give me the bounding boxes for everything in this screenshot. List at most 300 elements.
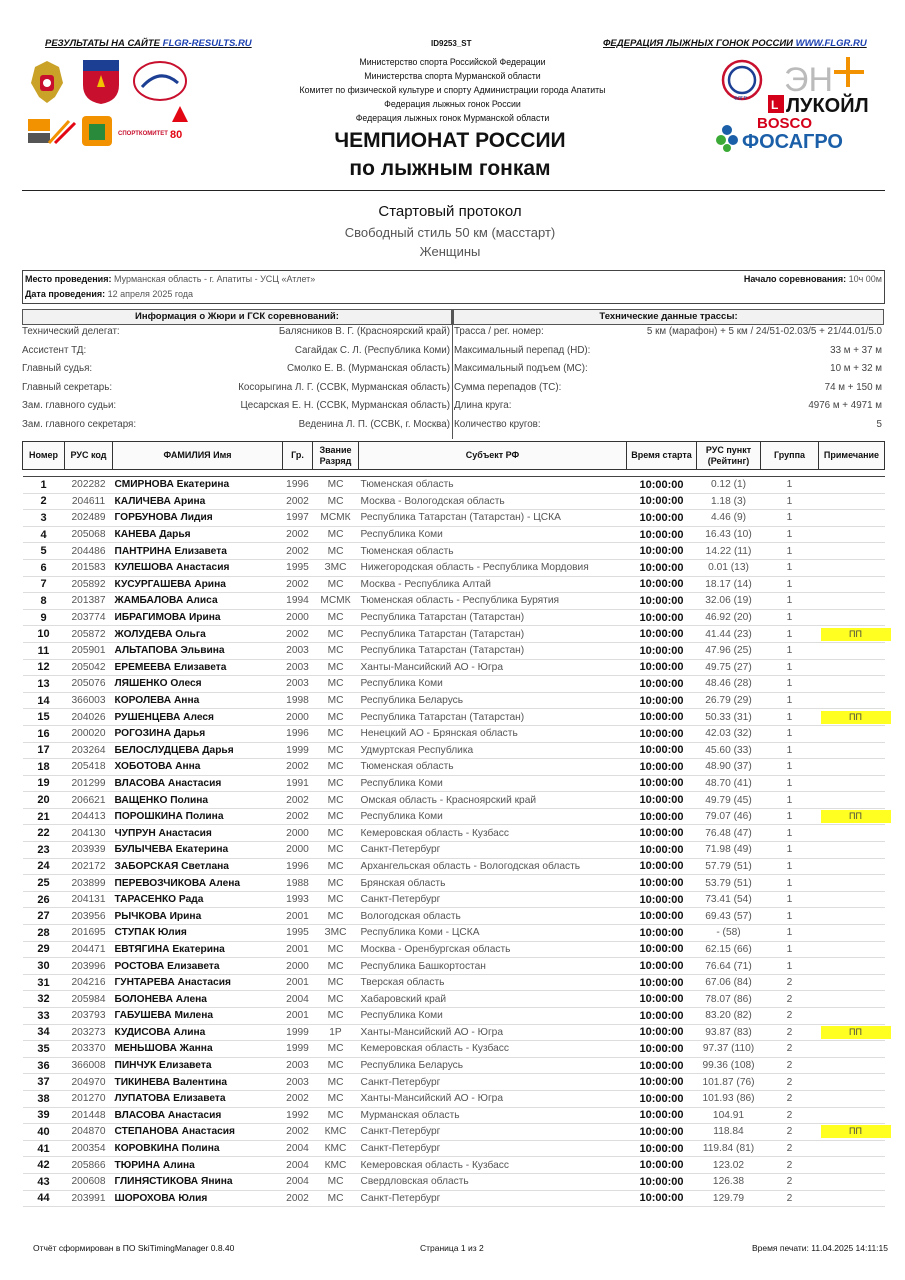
athlete-rank: МС (313, 775, 359, 792)
jury-item-label: Зам. главного секретаря: (22, 418, 137, 430)
start-time: 10:00:00 (627, 1157, 697, 1174)
date-value: 12 апреля 2025 года (107, 289, 194, 299)
athlete-rank: МС (313, 1041, 359, 1058)
athlete-name: МЕНЬШОВА Жанна (113, 1041, 283, 1058)
athlete-name: ЕВТЯГИНА Екатерина (113, 941, 283, 958)
athlete-number: 4 (23, 526, 65, 543)
info-row (22, 379, 884, 398)
russia-coat-of-arms-logo (27, 57, 67, 110)
organizers-list (280, 56, 625, 126)
note (819, 1024, 885, 1041)
note (819, 676, 885, 693)
start-time: 10:00:00 (627, 642, 697, 659)
group: 1 (761, 792, 819, 809)
federation-site-link[interactable] (603, 38, 867, 49)
table-row (23, 676, 885, 693)
athlete-rank: МС (313, 642, 359, 659)
rus-points: 47.96 (25) (697, 642, 761, 659)
athlete-rank: МС (313, 626, 359, 643)
table-row (23, 659, 885, 676)
flgr-round-logo (720, 58, 764, 107)
table-header-row (23, 442, 885, 470)
jury-header: Информация о Жюри и ГСК соревнований: (22, 309, 452, 325)
athlete-name: ГЛИНЯСТИКОВА Янина (113, 1173, 283, 1190)
birth-year: 1996 (283, 477, 313, 494)
group: 1 (761, 759, 819, 776)
rus-code: 205042 (65, 659, 113, 676)
rus-code: 203991 (65, 1190, 113, 1207)
birth-year: 2000 (283, 709, 313, 726)
rus-code: 200354 (65, 1140, 113, 1157)
rus-code: 204130 (65, 825, 113, 842)
athlete-number: 7 (23, 576, 65, 593)
athlete-number: 44 (23, 1190, 65, 1207)
athlete-name: ВАЩЕНКО Полина (113, 792, 283, 809)
group: 1 (761, 825, 819, 842)
athlete-name: ИБРАГИМОВА Ирина (113, 609, 283, 626)
rus-points: 76.64 (71) (697, 958, 761, 975)
athlete-name: РОГОЗИНА Дарья (113, 725, 283, 742)
athlete-number: 11 (23, 642, 65, 659)
athlete-number: 23 (23, 842, 65, 859)
group: 1 (761, 908, 819, 925)
start-time: 10:00:00 (627, 991, 697, 1008)
athlete-rank: КМС (313, 1140, 359, 1157)
note-badge: ПП (821, 711, 891, 724)
murmansk-region-logo (80, 57, 122, 110)
group: 2 (761, 1107, 819, 1124)
subject: Республика Беларусь (359, 692, 627, 709)
rus-code: 205872 (65, 626, 113, 643)
group: 1 (761, 626, 819, 643)
athlete-name: БЕЛОСЛУДЦЕВА Дарья (113, 742, 283, 759)
rus-points: 97.37 (110) (697, 1041, 761, 1058)
table-row (23, 974, 885, 991)
start-time: 10:00:00 (627, 941, 697, 958)
athlete-rank: МС (313, 1107, 359, 1124)
table-row (23, 1041, 885, 1058)
rus-points: 48.46 (28) (697, 676, 761, 693)
table-row (23, 958, 885, 975)
track-item-label: Максимальный перепад (HD): (454, 344, 591, 356)
rus-code: 202172 (65, 858, 113, 875)
start-time: 10:00:00 (627, 842, 697, 859)
note (819, 974, 885, 991)
group: 2 (761, 1024, 819, 1041)
jury-item-label: Главный судья: (22, 363, 93, 375)
table-row (23, 576, 885, 593)
athlete-number: 32 (23, 991, 65, 1008)
note (819, 477, 885, 494)
note (819, 626, 885, 643)
birth-year: 2001 (283, 1008, 313, 1025)
rus-code: 203793 (65, 1008, 113, 1025)
athlete-rank: МС (313, 842, 359, 859)
athlete-rank: МС (313, 576, 359, 593)
group: 2 (761, 1041, 819, 1058)
athlete-name: СТУПАК Юлия (113, 925, 283, 942)
start-time: 10:00:00 (627, 576, 697, 593)
rus-points: 126.38 (697, 1173, 761, 1190)
table-row (23, 742, 885, 759)
jury-item-value: Сагайдак С. Л. (Республика Коми) (294, 344, 450, 356)
athlete-name: РУШЕНЦЕВА Алеся (113, 709, 283, 726)
subject: Республика Татарстан (Татарстан) (359, 709, 627, 726)
stripes-logo (47, 117, 77, 150)
subject: Санкт-Петербург (359, 1124, 627, 1141)
rus-points: 83.20 (82) (697, 1008, 761, 1025)
rus-points: 73.41 (54) (697, 891, 761, 908)
jury-item-label: Ассистент ТД: (22, 344, 87, 356)
rus-code: 204216 (65, 974, 113, 991)
note (819, 609, 885, 626)
group: 1 (761, 709, 819, 726)
organizer-line: Министерства спорта Мурманской области (364, 70, 541, 81)
federation-site-url: WWW.FLGR.RU (795, 38, 867, 49)
start-time: 10:00:00 (627, 659, 697, 676)
rus-points: 42.03 (32) (697, 725, 761, 742)
subject: Вологодская область (359, 908, 627, 925)
athlete-name: ПЕРЕВОЗЧИКОВА Алена (113, 875, 283, 892)
start-time: 10:00:00 (627, 908, 697, 925)
athlete-rank: МС (313, 1090, 359, 1107)
subject: Республика Коми (359, 1008, 627, 1025)
note (819, 576, 885, 593)
start-time: 10:00:00 (627, 1024, 697, 1041)
group: 2 (761, 1008, 819, 1025)
start-time: 10:00:00 (627, 1140, 697, 1157)
note (819, 642, 885, 659)
note (819, 1074, 885, 1091)
athlete-rank: МС (313, 725, 359, 742)
rus-points: 48.70 (41) (697, 775, 761, 792)
organizer-line: Федерация лыжных гонок России (384, 98, 521, 109)
rus-points: 78.07 (86) (697, 991, 761, 1008)
track-item-label: Длина круга: (454, 400, 512, 412)
rus-code: 205866 (65, 1157, 113, 1174)
note (819, 991, 885, 1008)
track-item-label: Сумма перепадов (TC): (454, 381, 562, 393)
athlete-number: 25 (23, 875, 65, 892)
col-rus-points-header: РУС пункт (Рейтинг) (697, 442, 761, 470)
group: 2 (761, 1140, 819, 1157)
subject: Тюменская область - Республика Бурятия (359, 593, 627, 610)
protocol-category: Женщины (419, 244, 481, 259)
group: 2 (761, 974, 819, 991)
athlete-name: ПАНТРИНА Елизавета (113, 543, 283, 560)
athlete-number: 17 (23, 742, 65, 759)
subject: Республика Башкортостан (359, 958, 627, 975)
track-item-value: 33 м + 37 м (830, 344, 882, 356)
rus-points: 16.43 (10) (697, 526, 761, 543)
rus-code: 202282 (65, 477, 113, 494)
athlete-number: 37 (23, 1074, 65, 1091)
rus-points: 119.84 (81) (697, 1140, 761, 1157)
birth-year: 2003 (283, 659, 313, 676)
athlete-name: ТИКИНЕВА Валентина (113, 1074, 283, 1091)
group: 1 (761, 510, 819, 527)
rus-code: 204611 (65, 493, 113, 510)
rus-points: 50.33 (31) (697, 709, 761, 726)
athlete-name: ПОРОШКИНА Полина (113, 808, 283, 825)
note (819, 842, 885, 859)
phosagro-logo (716, 122, 860, 157)
jury-item-label: Главный секретарь: (22, 381, 113, 393)
footer-generator: Отчёт сформирован в ПО SkiTimingManager 0.8.40 (33, 1243, 235, 1253)
note (819, 925, 885, 942)
rus-code: 366003 (65, 692, 113, 709)
birth-year: 1998 (283, 692, 313, 709)
athlete-number: 36 (23, 1057, 65, 1074)
athlete-name: КУЛЕШОВА Анастасия (113, 559, 283, 576)
athlete-number: 15 (23, 709, 65, 726)
track-item-label: Трасса / рег. номер: (454, 326, 544, 337)
track-item-value: 4976 м + 4971 м (808, 400, 882, 412)
rus-points: 99.36 (108) (697, 1057, 761, 1074)
rus-points: 18.17 (14) (697, 576, 761, 593)
rus-points: 53.79 (51) (697, 875, 761, 892)
rus-code: 201299 (65, 775, 113, 792)
athlete-name: СТЕПАНОВА Анастасия (113, 1124, 283, 1141)
subject: Республика Татарстан (Татарстан) - ЦСКА (359, 510, 627, 527)
rus-points: 46.92 (20) (697, 609, 761, 626)
document-id: ID9253_ST (431, 39, 472, 48)
athlete-rank: МС (313, 1173, 359, 1190)
athlete-rank: МС (313, 759, 359, 776)
table-row (23, 1190, 885, 1207)
birth-year: 1995 (283, 925, 313, 942)
col-subject-header: Субъект РФ (359, 442, 627, 470)
athlete-name: ЕРЕМЕЕВА Елизавета (113, 659, 283, 676)
table-row (23, 1074, 885, 1091)
birth-year: 1988 (283, 875, 313, 892)
table-row (23, 626, 885, 643)
start-time: 10:00:00 (627, 1090, 697, 1107)
rus-points: 0.01 (13) (697, 559, 761, 576)
birth-year: 2003 (283, 642, 313, 659)
group: 1 (761, 941, 819, 958)
venue-date (25, 289, 193, 299)
group: 1 (761, 925, 819, 942)
athlete-rank: МС (313, 908, 359, 925)
jury-item-label: Зам. главного судьи: (22, 400, 117, 412)
table-row (23, 1107, 885, 1124)
track-item-label: Максимальный подъем (MC): (454, 363, 588, 375)
athlete-rank: МС (313, 609, 359, 626)
group: 2 (761, 991, 819, 1008)
note (819, 759, 885, 776)
athlete-rank: МС (313, 1190, 359, 1207)
birth-year: 2000 (283, 825, 313, 842)
table-row (23, 1090, 885, 1107)
track-item-label: Количество кругов: (454, 418, 541, 430)
start-time: 10:00:00 (627, 510, 697, 527)
subject: Кемеровская область - Кузбасс (359, 1041, 627, 1058)
subject: Москва - Республика Алтай (359, 576, 627, 593)
rus-code: 366008 (65, 1057, 113, 1074)
note (819, 1090, 885, 1107)
rus-code: 203273 (65, 1024, 113, 1041)
rus-points: 101.87 (76) (697, 1074, 761, 1091)
start-time: 10:00:00 (627, 1190, 697, 1207)
group: 1 (761, 875, 819, 892)
start-list-table (22, 441, 885, 1207)
athlete-name: ПИНЧУК Елизавета (113, 1057, 283, 1074)
athlete-name: КОРОЛЕВА Анна (113, 692, 283, 709)
birth-year: 1992 (283, 1107, 313, 1124)
table-row (23, 908, 885, 925)
group: 1 (761, 493, 819, 510)
date-label: Дата проведения: (25, 289, 106, 299)
info-row (22, 360, 884, 379)
col-name-header: ФАМИЛИЯ Имя (113, 442, 283, 470)
track-item-value: 74 м + 150 м (824, 381, 882, 393)
apatity-coat-of-arms-logo (80, 114, 114, 153)
birth-year: 2001 (283, 941, 313, 958)
info-row (22, 323, 884, 342)
athlete-rank: МС (313, 526, 359, 543)
birth-year: 2001 (283, 908, 313, 925)
athlete-number: 28 (23, 925, 65, 942)
birth-year: 2004 (283, 1140, 313, 1157)
athlete-name: КУДИСОВА Алина (113, 1024, 283, 1041)
info-row (22, 342, 884, 361)
athlete-name: ГАБУШЕВА Милена (113, 1008, 283, 1025)
group: 1 (761, 842, 819, 859)
rus-points: 76.48 (47) (697, 825, 761, 842)
birth-year: 2000 (283, 609, 313, 626)
table-row (23, 559, 885, 576)
group: 1 (761, 659, 819, 676)
note (819, 709, 885, 726)
table-row (23, 825, 885, 842)
athlete-rank: МС (313, 543, 359, 560)
note (819, 692, 885, 709)
athlete-number: 2 (23, 493, 65, 510)
athlete-name: ГУНТАРЕВА Анастасия (113, 974, 283, 991)
athlete-rank: МСМК (313, 510, 359, 527)
rus-code: 201583 (65, 559, 113, 576)
table-row (23, 725, 885, 742)
athlete-rank: МС (313, 941, 359, 958)
start-time: 10:00:00 (627, 609, 697, 626)
athlete-name: БУЛЫЧЕВА Екатерина (113, 842, 283, 859)
track-item-value: 5 км (марафон) + 5 км / 24/51-02.03/5 + 21/44.01/5.0 (646, 326, 882, 337)
start-time: 10:00:00 (627, 974, 697, 991)
athlete-number: 8 (23, 593, 65, 610)
note (819, 1041, 885, 1058)
birth-year: 2003 (283, 676, 313, 693)
note-badge: ПП (821, 1026, 891, 1039)
athlete-number: 9 (23, 609, 65, 626)
athlete-number: 29 (23, 941, 65, 958)
athlete-name: ЧУПРУН Анастасия (113, 825, 283, 842)
start-time: 10:00:00 (627, 742, 697, 759)
athlete-number: 16 (23, 725, 65, 742)
athlete-name: БОЛОНЕВА Алена (113, 991, 283, 1008)
athlete-number: 26 (23, 891, 65, 908)
subject: Тюменская область (359, 759, 627, 776)
birth-year: 1999 (283, 1041, 313, 1058)
group: 1 (761, 692, 819, 709)
athlete-rank: МС (313, 991, 359, 1008)
subject: Тверская область (359, 974, 627, 991)
group: 2 (761, 1190, 819, 1207)
rus-code: 204026 (65, 709, 113, 726)
note (819, 1008, 885, 1025)
athlete-number: 6 (23, 559, 65, 576)
athlete-number: 14 (23, 692, 65, 709)
athlete-number: 24 (23, 858, 65, 875)
note (819, 825, 885, 842)
start-time: 10:00:00 (627, 891, 697, 908)
results-site-url: FLGR-RESULTS.RU (162, 38, 252, 49)
note (819, 891, 885, 908)
rus-code: 203899 (65, 875, 113, 892)
birth-year: 2003 (283, 1057, 313, 1074)
start-time: 10:00:00 (627, 925, 697, 942)
athlete-number: 41 (23, 1140, 65, 1157)
svg-text:L: L (771, 98, 779, 112)
athlete-rank: МС (313, 858, 359, 875)
subject: Санкт-Петербург (359, 1074, 627, 1091)
start-time: 10:00:00 (627, 1173, 697, 1190)
athlete-name: ХОБОТОВА Анна (113, 759, 283, 776)
subject: Архангельская область - Вологодская область (359, 858, 627, 875)
athlete-number: 35 (23, 1041, 65, 1058)
table-row (23, 1057, 885, 1074)
organizer-line: Федерация лыжных гонок Мурманской области (355, 112, 550, 123)
table-row (23, 925, 885, 942)
athlete-rank: КМС (313, 1124, 359, 1141)
birth-year: 2004 (283, 991, 313, 1008)
note (819, 858, 885, 875)
subject: Республика Коми (359, 775, 627, 792)
table-row (23, 1173, 885, 1190)
rus-code: 202489 (65, 510, 113, 527)
start-time: 10:00:00 (627, 1124, 697, 1141)
athlete-number: 12 (23, 659, 65, 676)
start-time: 10:00:00 (627, 858, 697, 875)
subject: Республика Татарстан (Татарстан) (359, 609, 627, 626)
birth-year: 2002 (283, 1190, 313, 1207)
rus-code: 203774 (65, 609, 113, 626)
table-row (23, 842, 885, 859)
birth-year: 2002 (283, 626, 313, 643)
birth-year: 2002 (283, 543, 313, 560)
start-time-label: Начало соревнования: (743, 274, 847, 284)
start-time: 10:00:00 (627, 825, 697, 842)
svg-text:ФЛГР: ФЛГР (734, 96, 747, 102)
track-item-value: 5 (876, 418, 882, 430)
table-row (23, 543, 885, 560)
table-row (23, 709, 885, 726)
athlete-name: РОСТОВА Елизавета (113, 958, 283, 975)
table-row (23, 510, 885, 527)
athlete-number: 40 (23, 1124, 65, 1141)
jury-item-value: Цесарская Е. Н. (ССВК, Мурманская область) (240, 400, 450, 412)
rus-code: 206621 (65, 792, 113, 809)
results-site-link[interactable] (45, 38, 252, 49)
group: 1 (761, 559, 819, 576)
athlete-number: 3 (23, 510, 65, 527)
athlete-number: 33 (23, 1008, 65, 1025)
rus-points: 62.15 (66) (697, 941, 761, 958)
subject: Кемеровская область - Кузбасс (359, 825, 627, 842)
table-row (23, 941, 885, 958)
rus-code: 203996 (65, 958, 113, 975)
rus-points: 14.22 (11) (697, 543, 761, 560)
